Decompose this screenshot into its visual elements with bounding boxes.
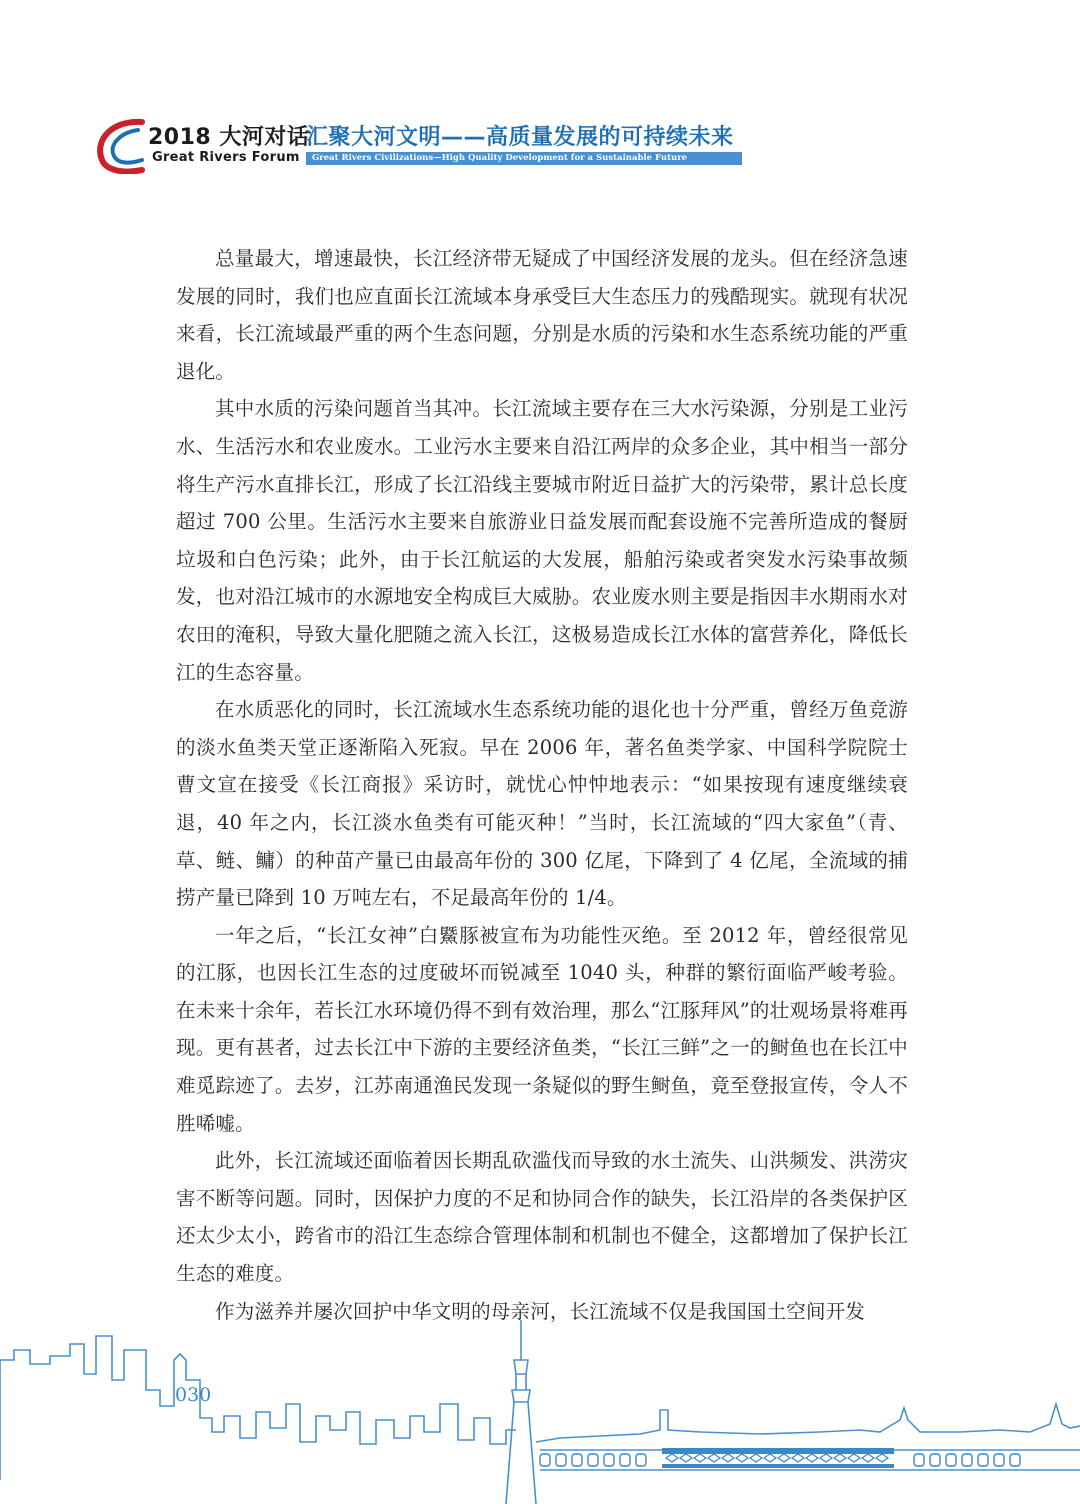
forum-year-title: 2018 大河对话 bbox=[148, 125, 310, 150]
forum-theme-cn: 汇聚大河文明——高质量发展的可持续未来 bbox=[306, 125, 734, 150]
forum-logo-icon bbox=[92, 116, 148, 174]
forum-theme-en-banner: Great Rivers Civilizations—High Quality Development for a Sustainable Future bbox=[306, 152, 742, 165]
paragraph: 作为滋养并屡次回护中华文明的母亲河，长江流域不仅是我国国土空间开发 bbox=[215, 1299, 866, 1323]
page-number: 030 bbox=[175, 1384, 212, 1406]
paragraph: 在水质恶化的同时，长江流域水生态系统功能的退化也十分严重，曾经万鱼竞游的淡水鱼类天堂正逐渐陷入死寂。早在 2006 年，著名鱼类学家、中国科学院院士曹文宣在接受《长江商报》采访时，就忧心忡忡地表示：“如果按现有速度继续衰退，40 年之内，长江淡水鱼类有可能灭种！”当时，长江流域的“四大家鱼”（青、草、鲢、鳙）的种苗产量已由最高年份的 300 亿尾，下降到了 4 亿尾，全流域的捕捞产量已降到 10 万吨左右，不足最高年份的 1/4。 bbox=[176, 698, 908, 910]
paragraph: 总量最大，增速最快，长江经济带无疑成了中国经济发展的龙头。但在经济急速发展的同时，我们也应直面长江流域本身承受巨大生态压力的残酷现实。就现有状况来看，长江流域最严重的两个生态问题，分别是水质的污染和水生态系统功能的严重退化。 bbox=[176, 247, 908, 383]
page-header bbox=[92, 112, 752, 174]
paragraph: 此外，长江流域还面临着因长期乱砍滥伐而导致的水土流失、山洪频发、洪涝灾害不断等问题。同时，因保护力度的不足和协同合作的缺失，长江沿岸的各类保护区还太少太小，跨省市的沿江生态综合管理体制和机制也不健全，这都增加了保护长江生态的难度。 bbox=[176, 1149, 908, 1286]
city-skyline-decoration bbox=[0, 1320, 1080, 1504]
paragraph: 其中水质的污染问题首当其冲。长江流域主要存在三大水污染源，分别是工业污水、生活污水和农业废水。工业污水主要来自沿江两岸的众多企业，其中相当一部分将生产污水直排长江，形成了长江沿线主要城市附近日益扩大的污染带，累计总长度超过 700 公里。生活污水主要来自旅游业日益发展而配套设施不完善所造成的餐厨垃圾和白色污染；此外，由于长江航运的大发展，船舶污染或者突发水污染事故频发，也对沿江城市的水源地安全构成巨大威胁。农业废水则主要是指因丰水期雨水对农田的淹积，导致大量化肥随之流入长江，这极易造成长江水体的富营养化，降低长江的生态容量。 bbox=[176, 397, 908, 684]
forum-name-en: Great Rivers Forum bbox=[152, 150, 300, 165]
article-body bbox=[176, 240, 908, 1330]
paragraph: 一年之后，“长江女神”白鱀豚被宣布为功能性灭绝。至 2012 年，曾经很常见的江豚，也因长江生态的过度破坏而锐减至 1040 头，种群的繁衍面临严峻考验。在未来十余年，若长江水环境仍得不到有效治理，那么“江豚拜风”的壮观场景将难再现。更有甚者，过去长江中下游的主要经济鱼类，“长江三鲜”之一的鲥鱼也在长江中难觅踪迹了。去岁，江苏南通渔民发现一条疑似的野生鲥鱼，竟至登报宣传，令人不胜唏嘘。 bbox=[176, 923, 908, 1135]
